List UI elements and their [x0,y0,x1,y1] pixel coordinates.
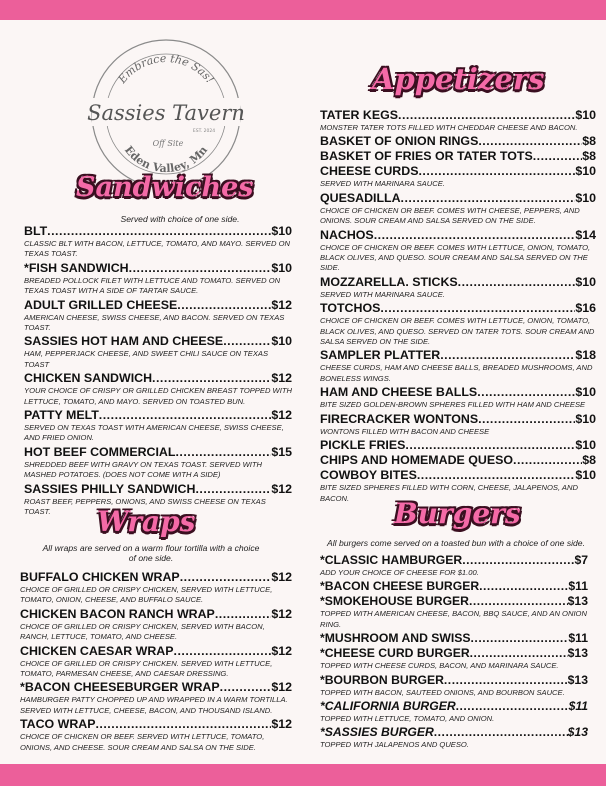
menu-item-row [320,348,596,363]
menu-item-name: *SMOKEHOUSE BURGER [320,594,469,609]
menu-item-name: *BOURBON BURGER [320,672,444,687]
menu-item-name: MOZZARELLA. STICKS [320,274,458,289]
logo-est: EST. 2024 [192,129,216,134]
dot-leader [469,594,568,609]
sandwiches-list [24,224,292,519]
menu-item-row [20,607,292,622]
menu-item-name: CHICKEN BACON RANCH WRAP [20,606,215,621]
dot-leader [398,108,575,123]
menu-item-row [320,134,596,149]
menu-item-row [20,644,292,659]
appetizers-list [320,108,596,505]
menu-item-description: BREADED POLLOCK FILET WITH LETTUCE AND TOMATO. SERVED ON TEXAS TOAST WITH A SIDE OF TARTAR SAUCE. [24,275,281,296]
menu-item-row [320,725,588,740]
menu-item-price: $15 [271,444,292,459]
dot-leader [175,445,271,460]
dot-leader [180,570,272,585]
svg-text:Embrace the Sas! [115,52,216,87]
menu-item [320,348,596,384]
menu-item [24,334,292,370]
menu-item-name: CHEESE CURDS [320,164,419,179]
menu-item [320,134,596,149]
menu-item [320,164,596,189]
menu-item-price: $12 [271,643,292,658]
dot-leader [477,385,575,400]
dot-leader [177,298,271,313]
dot-leader [401,191,576,206]
menu-item-name: *BACON CHEESEBURGER WRAP [20,680,220,695]
menu-item [320,385,596,410]
menu-item-row [20,680,292,695]
menu-item-description: TOPPED WITH BACON, SAUTEED ONIONS, AND BOURBON SAUCE. [320,687,565,697]
menu-item-name: HOT BEEF COMMERCIAL [24,444,176,459]
menu-item-description: CHOICE OF GRILLED OR CRISPY CHICKEN, SERVED WITH BACON, RANCH, LETTUCE, TOMATO, AND CHEESE. [20,621,265,642]
menu-item [320,631,588,646]
dot-leader [440,348,575,363]
menu-item-description: SHREDDED BEEF WITH GRAVY ON TEXAS TOAST. SERVED WITH MASHED POTATOES. (DOES NOT COME WITH A SIDE) [24,459,262,480]
dot-leader [195,482,271,497]
menu-item [24,445,292,481]
logo-badge-icon [86,34,246,194]
top-accent-band [0,0,606,20]
menu-item [320,553,588,578]
menu-item-name: COWBOY BITES [320,468,417,483]
menu-item-row [320,275,596,290]
menu-item-name: *SASSIES BURGER [320,725,434,740]
svg-text:Eden Valley, Mn [122,144,210,176]
menu-item-price: $10 [575,468,596,483]
menu-item-description: YOUR CHOICE OF CRISPY OR GRILLED CHICKEN BREAST TOPPED WITH LETTUCE, TOMATO, AND MAYO. SERVED ON TOASTED BUN. [24,386,292,406]
menu-item-name: TATER KEGS [320,108,399,122]
menu-item-row [24,408,292,423]
dot-leader [533,149,582,164]
menu-item [320,149,596,164]
menu-item-name: BUFFALO CHICKEN WRAP [20,570,180,584]
dot-leader [479,579,568,594]
menu-item [320,725,588,750]
menu-item-name: CHIPS AND HOMEMADE QUESO [320,453,513,468]
menu-item-name: SAMPLER PLATTER [320,348,441,363]
menu-item [320,594,588,630]
menu-item [24,371,292,407]
menu-item-row [320,631,588,646]
menu-item-description: MONSTER TATER TOTS FILLED WITH CHEDDAR CHEESE AND BACON. [320,123,578,132]
menu-item-name: *CHEESE CURD BURGER [320,646,470,661]
tavern-logo [86,34,246,194]
menu-item [24,408,292,444]
menu-item-price: $11 [568,579,588,594]
dot-leader [215,607,272,622]
menu-item-description: TOPPED WITH JALAPENOS AND QUESO. [320,740,469,750]
menu-item-row [320,108,596,123]
menu-item-row [320,594,588,609]
menu-item-name: *BACON CHEESE BURGER [320,579,480,594]
menu-item-row [320,164,596,179]
menu-item [320,468,596,504]
dot-leader [95,717,271,732]
menu-item-description: BITE SIZED GOLDEN-BROWN SPHERES FILLED WITH HAM AND CHEESE [320,400,586,410]
menu-item [24,261,292,297]
dot-leader [417,468,575,483]
menu-item-price: $11 [568,699,588,714]
menu-item-price: $10 [271,224,292,238]
menu-item-price: $7 [574,553,588,567]
menu-item-name: *CALIFORNIA BURGER [320,699,456,714]
menu-item [320,191,596,227]
dot-leader [152,371,271,386]
dot-leader [174,644,272,659]
menu-item [20,570,292,606]
menu-item-price: $13 [567,594,588,609]
menu-item-description: CHOICE OF CHICKEN OR BEEF. COMES WITH LETTUCE, ONION, TOMATO, BLACK OLIVES, AND QUESO. SOUR CREAM AND SALSA SERVED ON THE SIDE. [320,242,591,273]
menu-item-row [24,482,292,497]
menu-item-row [24,334,292,349]
menu-item-row [320,579,588,594]
menu-item-price: $10 [575,164,596,179]
bottom-accent-band [0,764,606,786]
logo-signature: Off Site [152,139,184,148]
dot-leader [380,301,575,316]
menu-item-row [24,445,292,460]
menu-item-name: *MUSHROOM AND SWISS [320,631,471,646]
menu-item-row [320,412,596,427]
appetizers-heading: Appetizers [372,62,545,96]
menu-item-price: $13 [567,672,588,687]
menu-item-row [320,149,596,164]
menu-item [20,717,292,753]
menu-item-name: TACO WRAP [20,717,96,732]
menu-item-row [320,453,596,468]
menu-item-name: ADULT GRILLED CHEESE [24,297,178,312]
menu-item-description: SERVED ON TEXAS TOAST WITH AMERICAN CHEESE, SWISS CHEESE, AND FRIED ONION. [24,423,284,443]
dot-leader [513,453,582,468]
burgers-note: All burgers come served on a toasted bun with a choice of one side. [327,538,585,548]
dot-leader [47,224,271,239]
dot-leader [99,408,272,423]
dot-leader [418,164,575,179]
menu-item-price: $14 [575,227,596,242]
menu-item-row [320,301,596,316]
menu-item [320,673,588,698]
dot-leader [456,699,569,714]
menu-item-row [320,699,588,714]
menu-item-price: $12 [271,717,292,732]
menu-item-name: CHICKEN SANDWICH [24,371,153,386]
menu-item-price: $10 [271,260,292,275]
menu-item [320,646,588,671]
sandwiches-heading: Sandwiches [76,172,254,203]
menu-item [24,482,292,518]
menu-item-name: *CLASSIC HAMBURGER [320,553,463,567]
menu-item-row [20,717,292,732]
wraps-list [20,570,292,754]
logo-tagline: Embrace the Sas! [115,51,217,86]
menu-item-description: BITE SIZED SPHERES FILLED WITH CORN, CHEESE, JALAPENOS, AND BACON. [320,483,578,503]
menu-item-price: $12 [271,371,292,386]
menu-item-name: SASSIES HOT HAM AND CHEESE [24,334,224,349]
menu-item-name: PATTY MELT [24,408,99,423]
sandwiches-note: Served with choice of one side. [120,214,240,224]
menu-item-row [320,468,596,483]
menu-item-price: $8 [582,149,596,164]
dot-leader [220,680,272,695]
menu-item [320,579,588,594]
menu-item-row [24,298,292,313]
menu-item-price: $10 [575,190,596,205]
menu-item-description: AMERICAN CHEESE, SWISS CHEESE, AND BACON. SERVED ON TEXAS TOAST. [24,312,285,333]
menu-item-description: CHOICE OF CHICKEN OR BEEF. COMES WITH CHEESE, PEPPERS, AND ONIONS. SOUR CREAM AND SALSA SERVED ON THE SIDE. [320,205,580,226]
menu-item-price: $10 [575,108,596,122]
dot-leader [478,134,582,149]
menu-item-name: SASSIES PHILLY SANDWICH [24,481,196,496]
dot-leader [223,334,271,349]
menu-item-price: $8 [582,134,596,149]
menu-item-description: ADD YOUR CHOICE OF CHEESE FOR $1.00. [320,568,479,577]
logo-location: Eden Valley, Mn [121,143,211,176]
menu-item-price: $12 [271,297,292,312]
menu-item-description: CHOICE OF CHICKEN OR BEEF. COMES WITH LETTUCE, ONION, TOMATO, BLACK OLIVES, AND QUESO. SERVED ON TATER TOTS. SOUR CREAM AND SALSA SERVED ON THE SIDE. [320,316,595,347]
burgers-list [320,553,588,752]
dot-leader [462,553,574,568]
menu-item-description: SERVED WITH MARINARA SAUCE. [320,179,445,189]
logo-name: Sassies Tavern [87,101,245,125]
menu-item-price: $16 [575,301,596,316]
menu-item-description: CHOICE OF GRILLED OR CRISPY CHICKEN. SERVED WITH LETTUCE, TOMATO, PARMESAN CHEESE, AND CAESAR DRESSING. [20,658,273,679]
menu-item [320,108,596,133]
menu-item [20,607,292,643]
menu-item-price: $10 [575,274,596,289]
menu-item [20,680,292,716]
menu-item-description: TOPPED WITH AMERICAN CHEESE, BACON, BBQ SAUCE, AND AN ONION RING. [320,609,587,629]
menu-item-row [20,570,292,585]
menu-item-description: TOPPED WITH LETTUCE, TOMATO, AND ONION. [320,714,495,724]
menu-item-price: $12 [271,408,292,423]
menu-item-price: $10 [575,385,596,400]
menu-item-description: CHOICE OF GRILLED OR CRISPY CHICKEN, SERVED WITH LETTUCE, TOMATO, ONION, CHEESE, AND BUFFALO SAUCE. [20,585,273,605]
menu-item-row [24,371,292,386]
dot-leader [458,275,576,290]
menu-item-name: NACHOS [320,227,374,242]
dot-leader [478,412,575,427]
dot-leader [470,646,568,661]
menu-item-row [320,673,588,688]
menu-item-price: $13 [567,646,588,661]
menu-item-price: $12 [271,606,292,621]
menu-item-name: CHICKEN CAESAR WRAP [20,643,174,658]
menu-item [320,699,588,724]
menu-item-price: $10 [575,411,596,426]
menu-item-description: HAMBURGER PATTY CHOPPED UP AND WRAPPED IN A WARM TORTILLA. SERVED WITH LETTUCE, CHEESE, BACON, AND THOUSAND ISLAND. [20,695,288,715]
dot-leader [374,228,576,243]
menu-item-description: CLASSIC BLT WITH BACON, LETTUCE, TOMATO, AND MAYO. SERVED ON TEXAS TOAST. [24,239,290,259]
menu-item-row [320,438,596,453]
dot-leader [129,261,272,276]
menu-item-row [320,228,596,243]
menu-item-row [320,553,588,568]
menu-item-row [24,224,292,239]
menu-item-description: SERVED WITH MARINARA SAUCE. [320,289,445,299]
menu-item-price: $12 [271,680,292,695]
dot-leader [444,673,568,688]
menu-item-description: ROAST BEEF, PEPPERS, ONIONS, AND SWISS CHEESE ON TEXAS TOAST. [24,496,266,517]
menu-item [24,224,292,260]
dot-leader [405,438,575,453]
menu-item [20,644,292,680]
menu-item-name: *FISH SANDWICH [24,260,129,275]
menu-item-name: HAM AND CHEESE BALLS [320,385,478,400]
menu-item-row [320,646,588,661]
dot-leader [471,631,569,646]
menu-item-row [24,261,292,276]
menu-item-price: $10 [271,334,292,349]
menu-item-name: QUESADILLA [320,190,401,205]
menu-item [320,301,596,347]
menu-item-price: $12 [271,481,292,496]
menu-item-price: $10 [575,438,596,453]
menu-item-name: BASKET OF FRIES OR TATER TOTS [320,149,533,164]
menu-item-description: TOPPED WITH CHEESE CURDS, BACON, AND MARINARA SAUCE. [320,661,559,671]
menu-item-description: HAM, PEPPERJACK CHEESE, AND SWEET CHILI SAUCE ON TEXAS TOAST [24,349,269,369]
wraps-note: All wraps are served on a warm flour tortilla with a choice of one side. [42,543,260,563]
burgers-heading: Burgers [394,497,521,530]
menu-item-name: BASKET OF ONION RINGS [320,134,479,149]
menu-item-description: CHEESE CURDS, HAM AND CHEESE BALLS, BREADED MUSHROOMS, AND BONELESS WINGS. [320,363,593,383]
menu-item-price: $8 [582,453,596,468]
menu-item-row [320,191,596,206]
menu-item [320,228,596,274]
menu-item-row [320,385,596,400]
menu-item-description: WONTONS FILLED WITH BACON AND CHEESE [320,426,490,436]
menu-item-price: $18 [575,348,596,363]
menu-item-price: $11 [568,631,588,646]
menu-item [24,298,292,334]
menu-item [320,412,596,437]
dot-leader [434,725,568,740]
menu-item-description: CHOICE OF CHICKEN OR BEEF. SERVED WITH LETTUCE, TOMATO, ONIONS, AND CHEESE. SOUR CREAM AND SALSA ON THE SIDE. [20,732,265,752]
menu-item-name: TOTCHOS [320,301,381,316]
menu-item [320,438,596,453]
menu-item [320,275,596,300]
menu-item-price: $12 [271,570,292,584]
menu-item-name: PICKLE FRIES [320,438,406,453]
menu-item-name: BLT [24,224,48,238]
menu-item [320,453,596,468]
wraps-heading: Wraps [97,505,196,538]
menu-item-name: FIRECRACKER WONTONS [320,411,479,426]
menu-item-price: $13 [567,725,588,740]
